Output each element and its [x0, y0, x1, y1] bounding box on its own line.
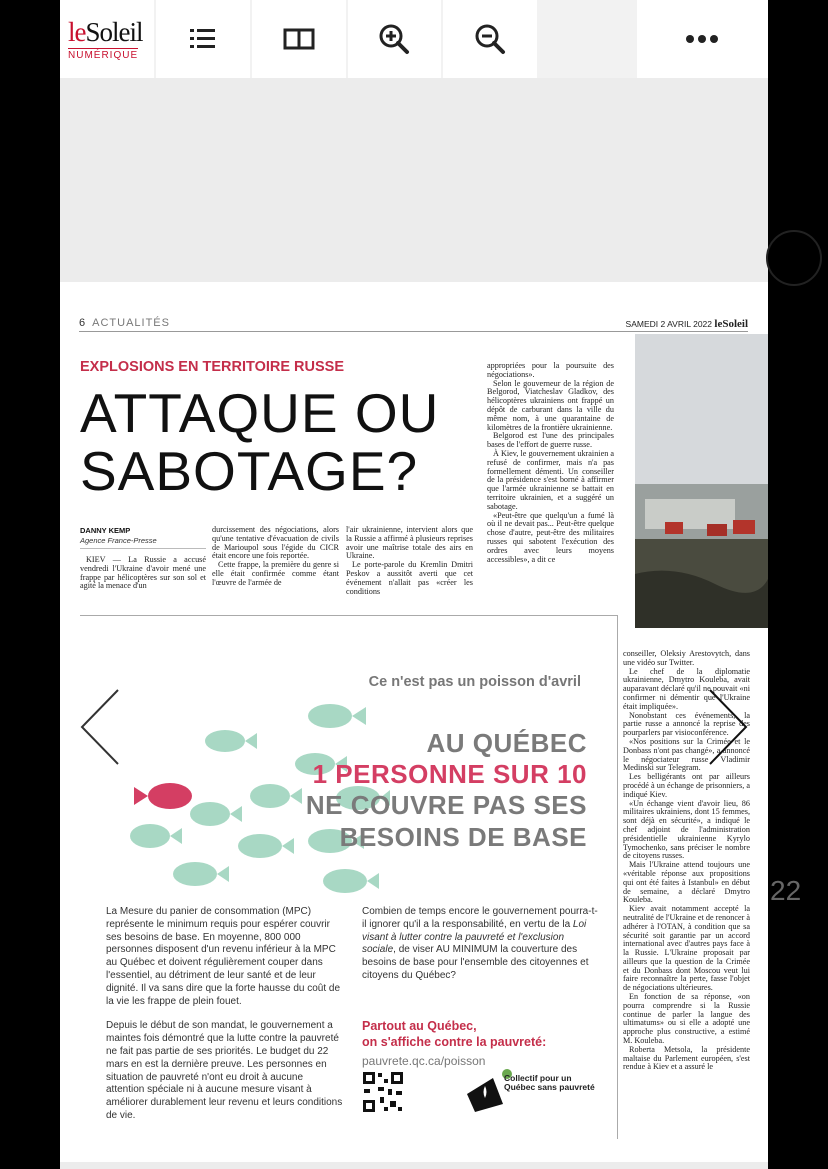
chevron-right-icon: [706, 688, 750, 766]
background-next-page-icon: [766, 230, 822, 286]
previous-page-button[interactable]: [78, 688, 122, 766]
zoom-out-icon: [474, 23, 506, 55]
article-column-4: appropriées pour la poursuite des négociations». Selon le gouverneur de la région de Belgorod, Viatcheslav Gladkov, des hélicoptères ukrainiens ont frappé un dépôt de carburant dans la ville du même nom, à une quarantaine de kilomètres de la frontière ukrainienne. Belgorod est l'une des principales bases de l'effort de guerre russe. À Kiev, le gouvernement ukrainien a refusé de confirmer, mais n'a pas formellement démenti. Un conseiller de la présidence s'est borné à affirmer que l'armée ukrainienne se battait en territoire ukrainien, et a suggéré un sabotage. «Peut-être que quelqu'un a fumé là où il ne devait pas... Peut-être quelque chose d'autre, peut-être des militaires russes qui sabotent l'exécution des ordres avec leurs moyens accessibles», a dit ce: [487, 362, 614, 564]
article-kicker: EXPLOSIONS EN TERRITOIRE RUSSE: [80, 359, 345, 375]
background-page-number: 22: [770, 875, 802, 906]
ad-url-link[interactable]: pauvrete.qc.ca/poisson: [362, 1054, 486, 1068]
header-rule: [79, 331, 748, 332]
more-icon: [685, 34, 719, 44]
ad-body-left: La Mesure du panier de consommation (MPC) représente le minimum requis pour espérer couvrir ses besoins de base. En moyenne, 800 000 personnes disposent d'un revenu inférieur à la MPC au Québec et doivent régulièrement couper dans l'essentiel, au détriment de leur santé et de leur dignité. Il va sans dire que la forte hausse du coût de la vie les frappe de plein fouet. Depuis le début de son mandat, le gouvernement a maintes fois démontré que la lutte contre la pauvreté ne fait pas partie de ses priorités. Le budget du 22 mars en est la dernière preuve. Les personnes en situation de pauvreté n'ont eu droit à aucune attention spéciale ni à aucune mesure visant à améliorer durablement leur revenu et leurs conditions de vie.: [106, 906, 343, 1121]
article-photo: [635, 334, 768, 628]
ad-tagline: Ce n'est pas un poisson d'avril: [368, 674, 581, 690]
logo-wordmark: leSoleil: [68, 16, 143, 47]
ad-headline-line1: AU QUÉBEC: [426, 728, 587, 758]
ad-body-right: Combien de temps encore le gouvernement pourra-t-il ignorer qu'il a la responsabilité, en vertu de la Loi visant à lutter contre la pauvreté et l'exclusion sociale, de viser AU MINIMUM la couverture des besoins de base pour l'ensemble des citoyennes et citoyens du Québec?: [362, 906, 598, 981]
byline-rule: [80, 548, 206, 549]
ad-headline-line4: BESOINS DE BASE: [339, 822, 587, 852]
article-column-1: KIEV — La Russie a accusé vendredi l'Ukraine d'avoir mené une frappe par hélicoptères sur son sol et agité la menace d'un: [80, 556, 206, 591]
book-icon: [283, 27, 315, 51]
article-column-2: durcissement des négociations, alors qu'une tentative d'évacuation de civils de Marioupol sous l'égide du CICR était encore une fois reportée. Cette frappe, la première du genre si elle était confirmée comme étant l'œuvre de l'armée de: [212, 526, 339, 587]
zoom-out-button[interactable]: [443, 0, 537, 78]
page-folio: 6 ACTUALITÉS: [79, 317, 170, 329]
ad-call-to-action-1: Partout au Québec,: [362, 1019, 477, 1033]
ad-call-to-action-2: on s'affiche contre la pauvreté:: [362, 1035, 547, 1049]
article-headline: ATTAQUE OU SABOTAGE?: [80, 382, 440, 502]
zoom-in-button[interactable]: [348, 0, 442, 78]
list-icon: [189, 27, 217, 51]
ad-headline-line2: 1 PERSONNE SUR 10: [312, 759, 587, 789]
zoom-in-icon: [378, 23, 410, 55]
page-dateline: SAMEDI 2 AVRIL 2022 leSoleil: [625, 318, 748, 330]
advertisement[interactable]: [80, 615, 618, 1139]
table-of-contents-button[interactable]: [156, 0, 250, 78]
qr-code-icon[interactable]: [362, 1071, 404, 1113]
article-byline: DANNY KEMP: [80, 526, 131, 535]
logo-subtitle: NUMÉRIQUE: [68, 49, 139, 61]
newspaper-page[interactable]: [60, 282, 768, 1162]
page-view-button[interactable]: [252, 0, 346, 78]
article-column-3: l'air ukrainienne, intervient alors que la Russie a affirmé à plusieurs reprises avoir une maîtrise totale des airs en Ukraine. Le porte-parole du Kremlin Dmitri Peskov a aussitôt averti que cet événement n'allait pas «créer les conditions: [346, 526, 473, 596]
collectif-name: Collectif pour un Québec sans pauvreté: [504, 1073, 595, 1092]
more-options-button[interactable]: [637, 0, 768, 78]
toolbar: [60, 0, 768, 78]
article-agency: Agence France-Presse: [80, 536, 157, 545]
logo[interactable]: [60, 0, 154, 78]
article-column-5: conseiller, Oleksiy Arestovytch, dans une vidéo sur Twitter. Le chef de la diplomatie ukrainienne, Dmytro Kouleba, avait auparavant déclaré qu'il ne pouvait «ni confirmer ni démentir que l'Ukraine était impliquée». Nonobstant ces événements, la partie russe a annoncé la reprise des pourparlers par visioconférence. «Nos positions sur la Crimée et le Donbass n'ont pas changé», a annoncé le négociateur russe Vladimir Medinski sur Telegram. Les belligérants ont par ailleurs procédé à un échange de prisonniers, a indiqué Kiev. «Un échange vient d'avoir lieu, 86 militaires ukrainiens, dont 15 femmes, sont déjà en sécurité», a indiqué le chef adjoint de l'administration présidentielle ukrainienne Kyrylo Tymochenko, sans préciser le nombre de citoyens russes. Mais l'Ukraine attend toujours une «véritable réponse aux propositions qui ont été faites à Istanbul» en début de semaine, a déclaré Dmytro Kouleba. Kiev avait notamment accepté la neutralité de l'Ukraine et de renoncer à adhérer à l'OTAN, à condition que sa sécurité soit garantie par un accord international avec d'autres pays face à la Russie. L'Ukraine proposait par ailleurs que la question de la Crimée et du Donbass dont Moscou veut lui faire reconnaître la perte, fasse l'objet de négociations ultérieures. En fonction de sa réponse, «on pourra comprendre si la Russie continue de parler la langue des ultimatums» ou si elle a adopté une approche plus constructive, a estimé M. Kouleba. Roberta Metsola, la présidente maltaise du Parlement européen, s'est rendue à Kiev et a assuré le: [623, 650, 750, 1072]
chevron-left-icon: [78, 688, 122, 766]
next-page-button[interactable]: [706, 688, 750, 766]
ad-headline-line3: NE COUVRE PAS SES: [305, 790, 587, 820]
